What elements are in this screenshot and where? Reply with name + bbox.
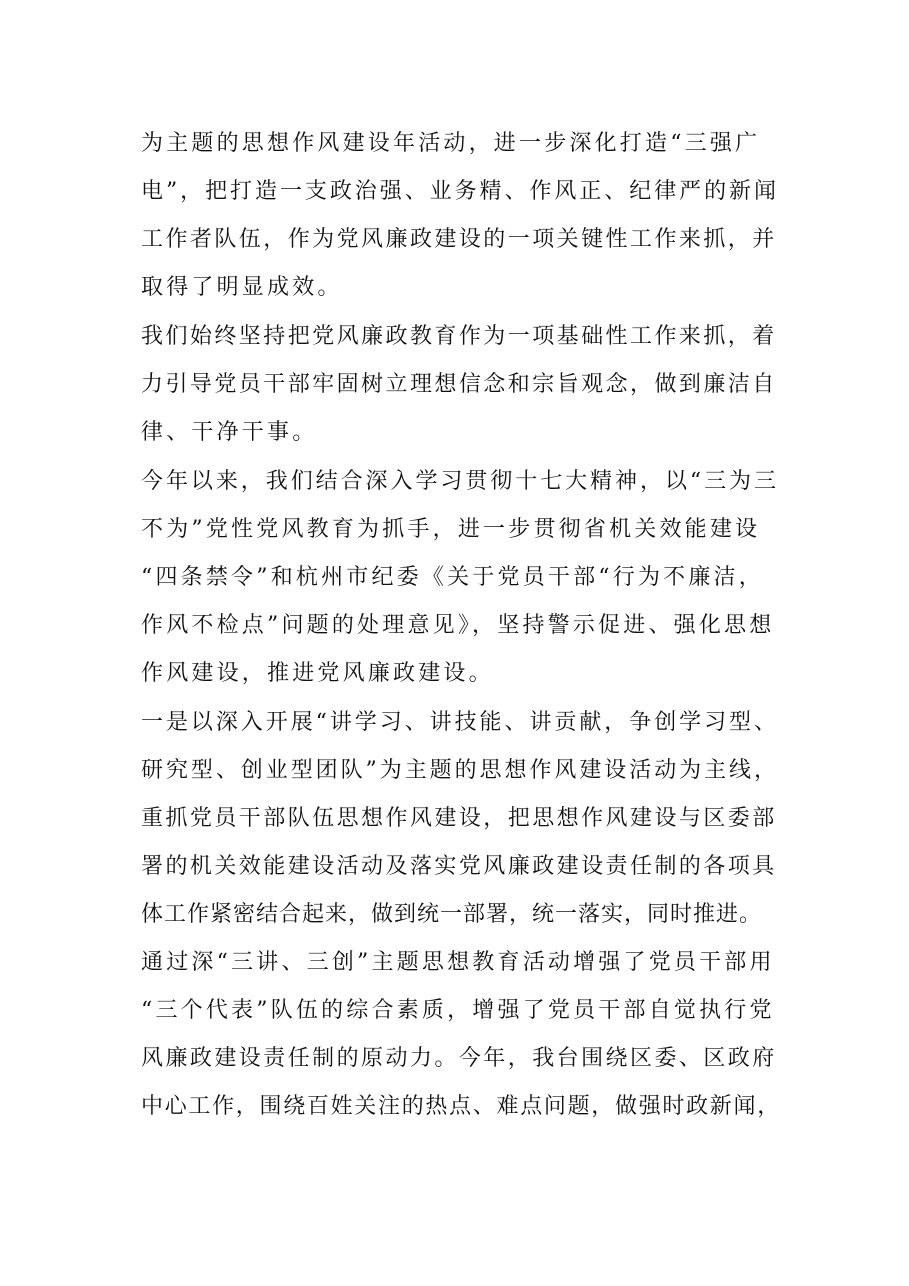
paragraph-4 [141,699,781,1131]
text-line: 不为”党性党风教育为抓手，进一步贯彻省机关效能建设 [141,517,761,542]
text-line: 重抓党员干部队伍思想作风建设，把思想作风建设与区委部 [141,806,777,831]
text-line: 作风建设，推进党风廉政建设。 [141,661,494,686]
paragraph-2 [141,313,781,457]
text-line: 为主题的思想作风建设年活动，进一步深化打造“三强广 [141,131,761,156]
text-line: 今年以来，我们结合深入学习贯彻十七大精神，以“三为三 [141,469,779,494]
text-line: 我们始终坚持把党风廉政教育作为一项基础性工作来抓，着 [141,324,777,349]
text-line: 律、干净干事。 [141,420,318,445]
text-line: 体工作紧密结合起来，做到统一部署，统一落实，同时推进。 [141,902,763,927]
text-line: 风廉政建设责任制的原动力。今年，我台围绕区委、区政府 [141,1046,777,1071]
paragraph-1 [141,120,781,312]
text-line: 工作者队伍，作为党风廉政建设的一项关键性工作来抓，并 [141,227,777,252]
document-body [141,120,781,1132]
text-line: 作风不检点”问题的处理意见》，坚持警示促进、强化思想 [141,613,775,638]
text-line: 电”，把打造一支政治强、业务精、作风正、纪律严的新闻 [141,179,779,204]
paragraph-3 [141,458,781,698]
text-line: “四条禁令”和杭州市纪委《关于党员干部“行为不廉洁， [141,565,764,590]
text-line: 中心工作，围绕百姓关注的热点、难点问题，做强时政新闻， [141,1094,781,1119]
text-line: 力引导党员干部牢固树立理想信念和宗旨观念，做到廉洁自 [141,372,777,397]
text-line: 署的机关效能建设活动及落实党风廉政建设责任制的各项具 [141,854,777,879]
text-line: 通过深“三讲、三创”主题思想教育活动增强了党员干部用 [141,950,775,975]
text-line: “三个代表”队伍的综合素质，增强了党员干部自觉执行党 [141,998,775,1023]
text-line: 一是以深入开展“讲学习、讲技能、讲贡献，争创学习型、 [141,710,779,735]
text-line: 取得了明显成效。 [141,275,343,300]
text-line: 研究型、创业型团队”为主题的思想作风建设活动为主线， [141,758,779,783]
